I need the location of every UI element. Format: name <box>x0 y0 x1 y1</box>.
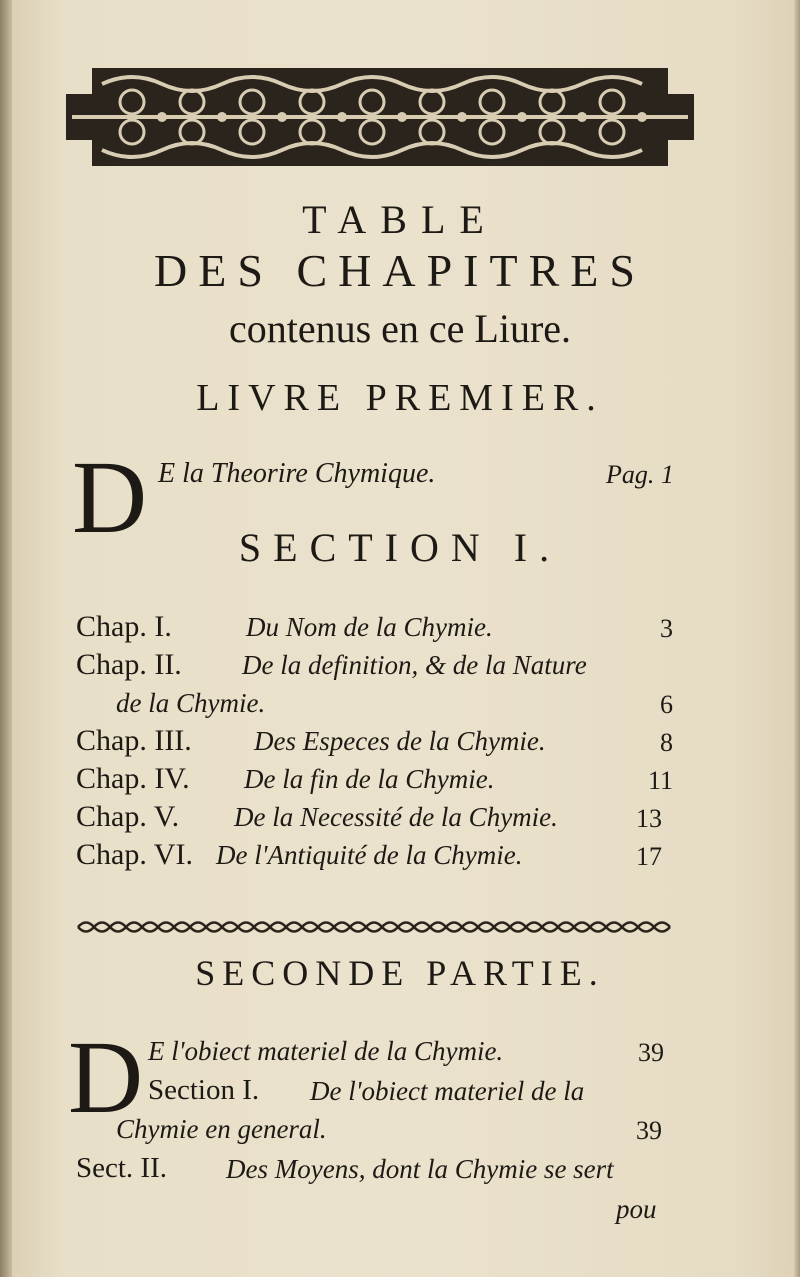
chapter-page: 17 <box>636 842 662 871</box>
chapter-label: Chap. V. <box>76 800 180 833</box>
part2-line-2-label: Section I. <box>148 1074 260 1106</box>
fleuron-divider-icon <box>74 916 680 938</box>
chapter-label: Chap. II. <box>76 648 182 681</box>
chapter-page: 13 <box>636 804 662 833</box>
heading-contenus: contenus en ce Liure. <box>228 306 572 351</box>
part2-line-3: Chymie en general. <box>116 1114 327 1144</box>
catchword: pou <box>616 1194 657 1224</box>
chapter-title: De l'Antiquité de la Chymie. <box>216 840 523 870</box>
heading-des-chapitres: DES CHAPITRES <box>154 245 646 296</box>
chapter-title: De la fin de la Chymie. <box>244 764 495 794</box>
chapter-page: 8 <box>660 728 673 757</box>
page-right-edge <box>794 0 800 1277</box>
chapter-page: 11 <box>648 766 674 795</box>
chapter-title-continued: de la Chymie. <box>116 688 266 718</box>
part2-line-3-page: 39 <box>636 1116 662 1145</box>
chapter-label: Chap. III. <box>76 724 192 757</box>
intro-page: Pag. 1 <box>606 460 674 489</box>
intro-text: E la Theorire Chymique. <box>158 458 436 489</box>
dropcap-intro: D <box>72 440 148 555</box>
part2-line-4-text: Des Moyens, dont la Chymie se sert <box>226 1154 614 1184</box>
chapter-title: Du Nom de la Chymie. <box>246 612 493 642</box>
chapter-title: De la Necessité de la Chymie. <box>234 802 558 832</box>
chapter-title: De la definition, & de la Nature <box>242 650 587 680</box>
dropcap-part2: D <box>68 1020 144 1135</box>
chapter-title: Des Especes de la Chymie. <box>254 726 546 756</box>
heading-table: TABLE <box>302 197 498 242</box>
chapter-page: 3 <box>660 614 673 643</box>
part2-line-1: E l'obiect materiel de la Chymie. <box>148 1036 504 1066</box>
heading-livre-premier: LIVRE PREMIER. <box>196 377 604 419</box>
chapter-page: 6 <box>660 690 673 719</box>
woodcut-ornament-icon <box>62 64 698 170</box>
chapter-label: Chap. VI. <box>76 838 193 871</box>
page-binding-edge <box>0 0 12 1277</box>
heading-seconde-partie: SECONDE PARTIE. <box>195 953 605 993</box>
part2-line-1-page: 39 <box>638 1038 664 1067</box>
chapter-label: Chap. IV. <box>76 762 190 795</box>
part2-line-2-text: De l'obiect materiel de la <box>310 1076 585 1106</box>
part2-line-4-label: Sect. II. <box>76 1152 167 1184</box>
heading-section-one: SECTION I. <box>238 525 562 570</box>
chapter-label: Chap. I. <box>76 610 172 643</box>
